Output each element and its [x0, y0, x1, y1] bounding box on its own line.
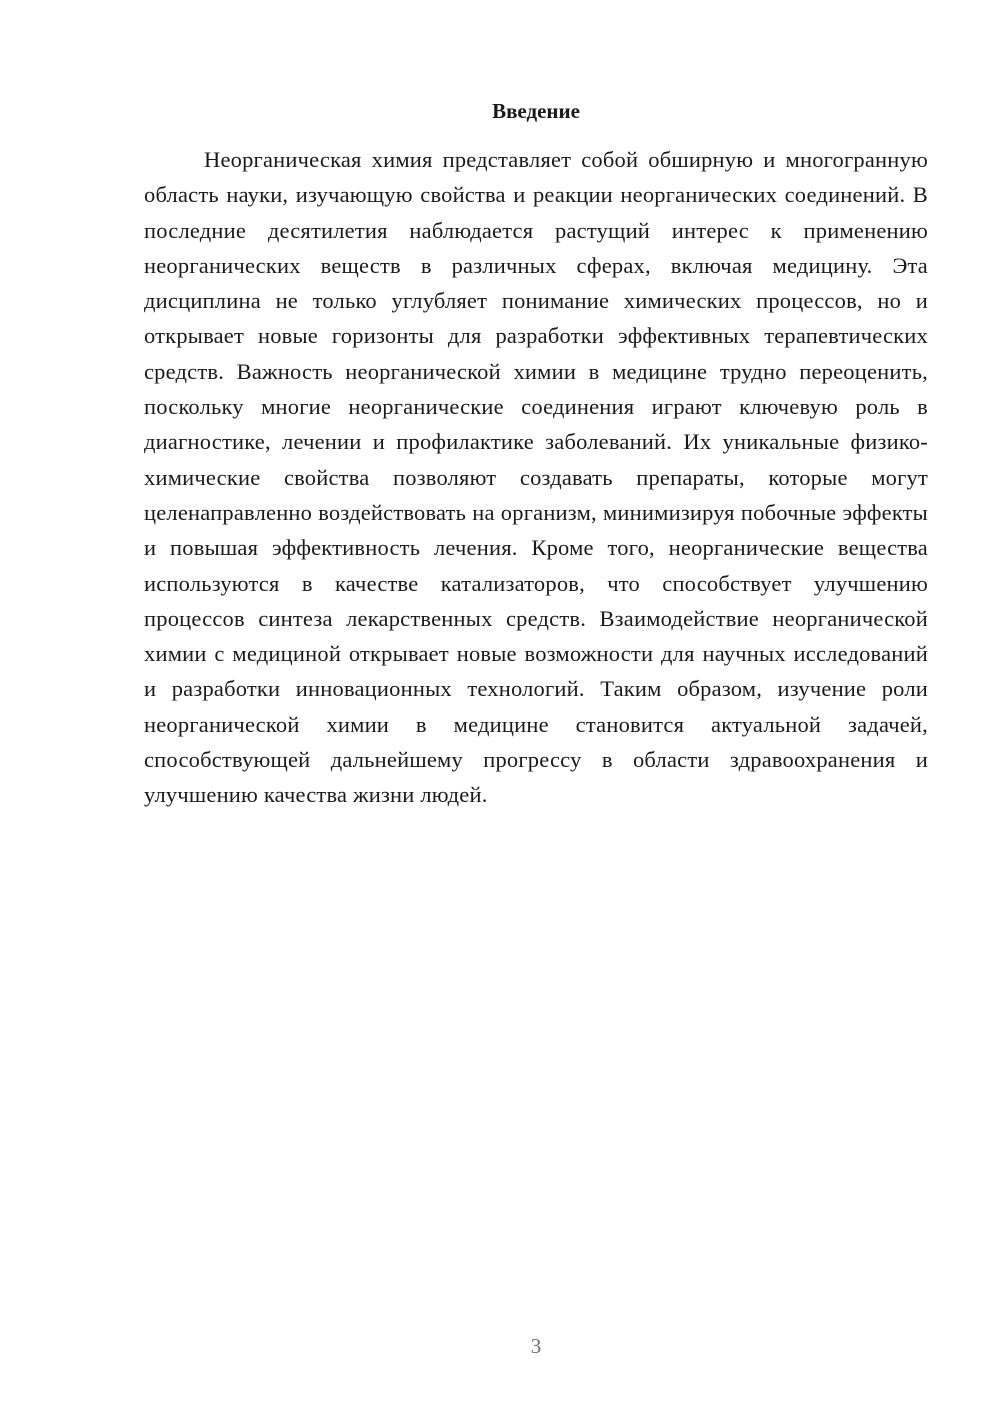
page-number: 3 — [530, 1334, 542, 1358]
section-heading: Введение — [492, 99, 580, 123]
body-paragraph: Неорганическая химия представляет собой обширную и многогранную область науки, изучающую свойства и реакции неорганических соединений. В последние десятилетия наблюдается растущий интерес к применению неорганических веществ в различных сферах, включая медицину. Эта дисциплина не только углубляет понимание химических процессов, но и открывает новые горизонты для разработки эффективных терапевтических средств. Важность неорганической химии в медицине трудно переоценить, поскольку многие неорганические соединения играют ключевую роль в диагностике, лечении и профилактике заболеваний. Их уникальные физико-химические свойства позволяют создавать препараты, которые могут целенаправленно воздействовать на организм, минимизируя побочные эффекты и повышая эффективность лечения. Кроме того, неорганические вещества используются в качестве катализаторов, что способствует улучшению процессов синтеза лекарственных средств. Взаимодействие неорганической химии с медициной открывает новые возможности для научных исследований и разработки инновационных технологий. Таким образом, изучение роли неорганической химии в медицине становится актуальной задачей, способствующей дальнейшему прогрессу в области здравоохранения и улучшению качества жизни людей. — [144, 147, 928, 808]
